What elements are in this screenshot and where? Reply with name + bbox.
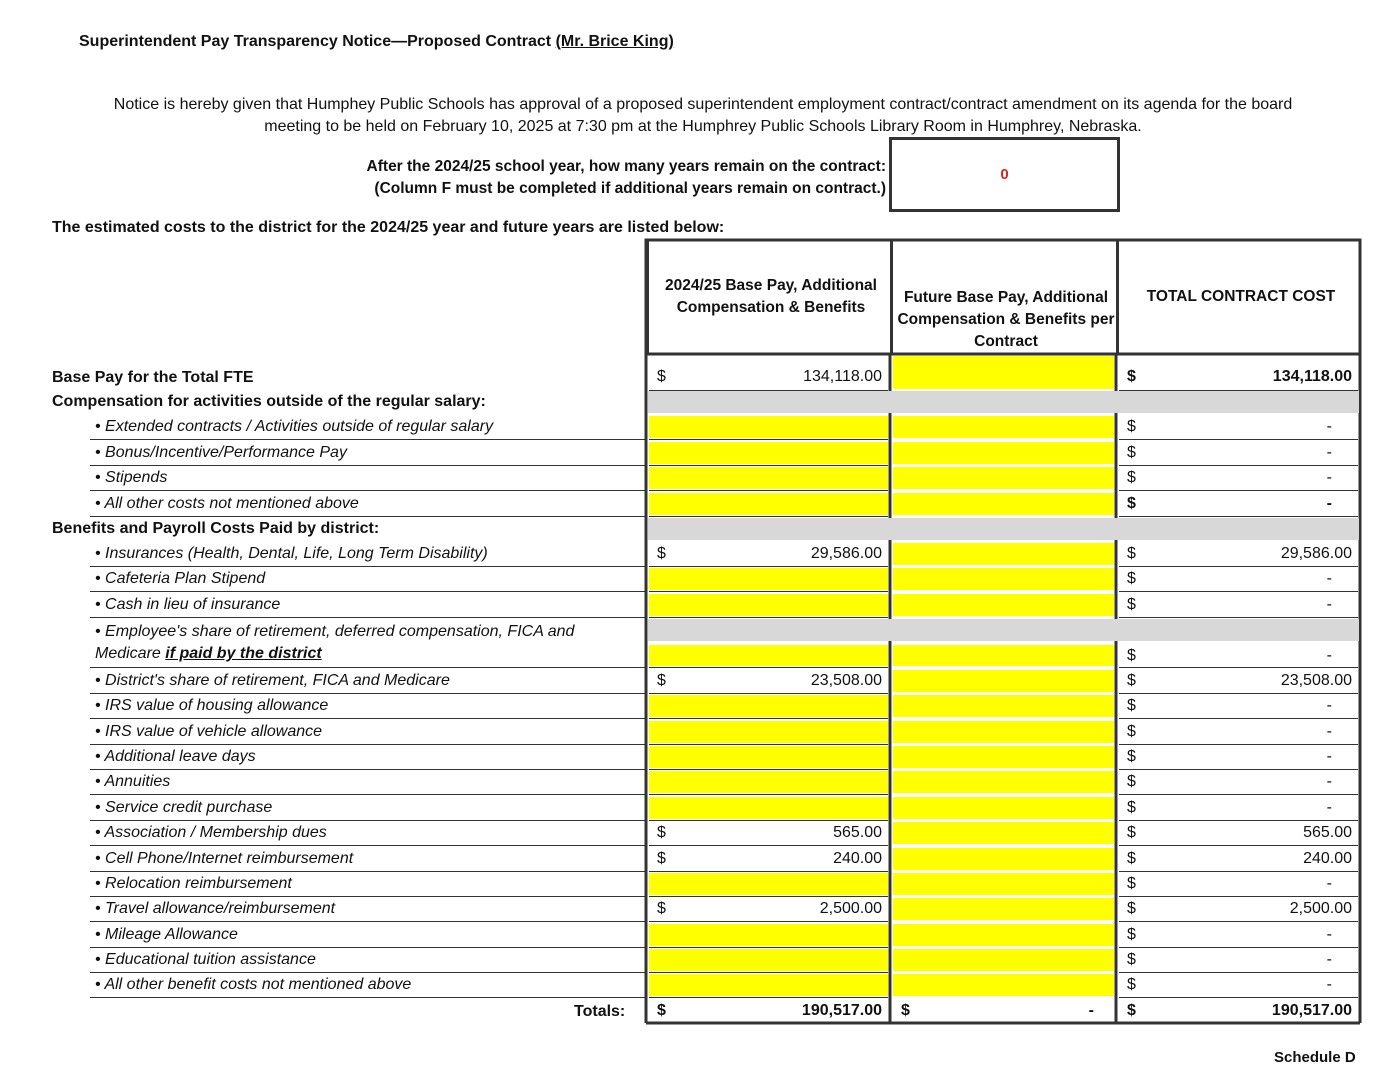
total-cost-value: - [1326, 469, 1332, 486]
table-row-divider [649, 921, 888, 922]
future-cost-cell[interactable] [893, 822, 1114, 844]
total-cost-cell [1119, 974, 1358, 996]
currency-symbol: $ [657, 824, 666, 841]
total-cost-value: 134,118.00 [1272, 368, 1352, 385]
total-cost-value: - [1326, 418, 1332, 435]
current-cost-cell[interactable] [649, 873, 888, 895]
current-cost-cell[interactable] [649, 771, 888, 793]
table-row-divider [649, 617, 888, 618]
row-divider [90, 896, 645, 897]
total-cost-value: - [1326, 951, 1332, 968]
row-label: • IRS value of vehicle allowance [95, 723, 323, 740]
future-cost-cell[interactable] [893, 645, 1114, 666]
currency-symbol: $ [1127, 570, 1136, 587]
table-row-divider [649, 947, 888, 948]
table-row-divider [1119, 617, 1358, 618]
current-cost-cell [649, 898, 888, 920]
table-row-divider [649, 845, 888, 846]
row-divider [90, 972, 645, 973]
total-cost-value: - [1326, 647, 1332, 664]
currency-symbol: $ [1127, 748, 1136, 765]
table-row-divider [649, 718, 888, 719]
table-row-divider [649, 794, 888, 795]
currency-symbol: $ [1127, 824, 1136, 841]
row-label: • Stipends [95, 469, 168, 486]
total-cost-cell [1119, 356, 1358, 389]
current-cost-value: 2,500.00 [819, 900, 882, 917]
current-cost-cell[interactable] [649, 594, 888, 616]
table-row-divider [649, 997, 888, 998]
total-current-cell [649, 1000, 888, 1022]
future-cost-cell[interactable] [893, 974, 1114, 996]
row-label: • Cafeteria Plan Stipend [95, 570, 266, 587]
total-cost-cell [1119, 848, 1358, 870]
total-cost-value: - [1326, 444, 1332, 461]
future-cost-cell[interactable] [893, 594, 1114, 616]
row-divider [90, 439, 645, 440]
currency-symbol: $ [657, 1002, 666, 1019]
currency-symbol: $ [657, 900, 666, 917]
row-label-emphasis: if paid by the district [165, 645, 322, 662]
row-divider [90, 516, 645, 517]
table-row-divider [1119, 972, 1358, 973]
notice-line-1: Notice is hereby given that Humphey Public Schools has approval of a proposed superintendent employment contract/contract amendment on its agenda for the board [113, 96, 1293, 113]
row-label: • Mileage Allowance [95, 926, 238, 943]
current-cost-value: 23,508.00 [810, 672, 882, 689]
total-cost-cell [1119, 822, 1358, 844]
table-row-divider [649, 667, 888, 668]
row-divider [90, 845, 645, 846]
table-row-divider [649, 871, 888, 872]
superintendent-name: (Mr. Brice King) [555, 33, 674, 50]
currency-symbol: $ [1127, 444, 1136, 461]
title-text: Superintendent Pay Transparency Notice—Proposed Contract [79, 33, 552, 50]
section-gray-band [648, 391, 1359, 413]
current-cost-cell[interactable] [649, 949, 888, 971]
row-label: • Association / Membership dues [95, 824, 327, 841]
current-cost-cell [649, 670, 888, 692]
currency-symbol: $ [1127, 976, 1136, 993]
row-label: • District's share of retirement, FICA and Medicare [95, 672, 450, 689]
currency-symbol: $ [901, 1002, 910, 1019]
row-label: • Service credit purchase [95, 799, 273, 816]
currency-symbol: $ [657, 368, 666, 385]
row-label: • Annuities [95, 773, 171, 790]
row-divider [90, 465, 645, 466]
table-row-divider [1119, 769, 1358, 770]
row-label: • Extended contracts / Activities outside of regular salary [95, 418, 494, 435]
section-heading: Compensation for activities outside of the regular salary: [52, 393, 486, 410]
currency-symbol: $ [1127, 850, 1136, 867]
table-row-divider [1119, 744, 1358, 745]
future-cost-cell[interactable] [893, 797, 1114, 819]
notice-line-2: meeting to be held on February 10, 2025 at 7:30 pm at the Humphrey Public Schools Library Room in Humphrey, Nebraska. [264, 118, 1142, 135]
table-row-divider [649, 591, 888, 592]
row-label: • Additional leave days [95, 748, 256, 765]
future-cost-cell[interactable] [893, 670, 1114, 692]
future-cost-cell[interactable] [893, 493, 1114, 515]
future-cost-cell[interactable] [893, 924, 1114, 946]
total-cost-value: - [1326, 596, 1332, 613]
table-row-divider [1119, 845, 1358, 846]
current-cost-value: 565.00 [833, 824, 882, 841]
future-cost-cell[interactable] [893, 356, 1114, 389]
current-cost-cell[interactable] [649, 645, 888, 666]
table-row-divider [649, 516, 888, 517]
future-cost-cell[interactable] [893, 467, 1114, 489]
future-cost-cell[interactable] [893, 898, 1114, 920]
table-row-divider [1119, 820, 1358, 821]
table-row-divider [1119, 439, 1358, 440]
row-label: • All other benefit costs not mentioned above [95, 976, 412, 993]
currency-symbol: $ [1127, 951, 1136, 968]
table-row-divider [649, 439, 888, 440]
total-cost-value: 240.00 [1303, 850, 1352, 867]
row-label: • IRS value of housing allowance [95, 697, 329, 714]
row-divider [90, 769, 645, 770]
total-cost-cell [1119, 645, 1358, 666]
table-row-divider [649, 820, 888, 821]
table-row-divider [649, 972, 888, 973]
current-cost-value: 134,118.00 [803, 368, 882, 385]
currency-symbol: $ [657, 545, 666, 562]
currency-symbol: $ [657, 672, 666, 689]
row-divider [90, 820, 645, 821]
row-divider [90, 744, 645, 745]
row-label: • All other costs not mentioned above [95, 495, 359, 512]
total-cost-cell [1119, 924, 1358, 946]
row-label: • Cash in lieu of insurance [95, 596, 281, 613]
row-label [95, 621, 640, 665]
future-cost-cell[interactable] [893, 416, 1114, 438]
future-cost-cell[interactable] [893, 721, 1114, 743]
column-header-total: TOTAL CONTRACT COST [1116, 240, 1363, 354]
question-line-2: (Column F must be completed if additional years remain on contract.) [374, 180, 886, 197]
table-row-divider [1119, 591, 1358, 592]
current-cost-cell[interactable] [649, 416, 888, 438]
future-cost-cell[interactable] [893, 442, 1114, 464]
future-cost-cell[interactable] [893, 771, 1114, 793]
total-cost-cell [1119, 568, 1358, 590]
current-cost-value: 240.00 [833, 850, 882, 867]
table-row-divider [1119, 794, 1358, 795]
currency-symbol: $ [1127, 368, 1136, 385]
current-cost-cell[interactable] [649, 797, 888, 819]
row-divider [90, 693, 645, 694]
total-cost-value: - [1326, 570, 1332, 587]
total-cost-cell [1119, 442, 1358, 464]
total-future-value: - [1088, 1002, 1094, 1019]
total-cost-cell [1119, 416, 1358, 438]
currency-symbol: $ [1127, 799, 1136, 816]
currency-symbol: $ [1127, 926, 1136, 943]
total-cost-value: - [1326, 495, 1332, 512]
total-cost-value: - [1326, 723, 1332, 740]
table-row-divider [1119, 896, 1358, 897]
row-label: • Insurances (Health, Dental, Life, Long Term Disability) [95, 545, 488, 562]
current-cost-cell [649, 543, 888, 565]
current-cost-cell[interactable] [649, 721, 888, 743]
section-gray-band [648, 619, 1359, 641]
table-row-divider [649, 896, 888, 897]
table-row-divider [1119, 490, 1358, 491]
total-cost-cell [1119, 543, 1358, 565]
total-cost-value: 565.00 [1303, 824, 1352, 841]
table-row-divider [1119, 667, 1358, 668]
currency-symbol: $ [1127, 418, 1136, 435]
table-row-divider [1119, 997, 1358, 998]
current-cost-cell[interactable] [649, 974, 888, 996]
total-cost-cell [1119, 797, 1358, 819]
future-cost-cell[interactable] [893, 873, 1114, 895]
future-cost-cell[interactable] [893, 746, 1114, 768]
section-heading: Benefits and Payroll Costs Paid by district: [52, 520, 380, 537]
future-cost-cell[interactable] [893, 949, 1114, 971]
future-cost-cell[interactable] [893, 848, 1114, 870]
current-cost-cell[interactable] [649, 467, 888, 489]
total-cost-value: - [1326, 697, 1332, 714]
row-label-line-1: • Employee's share of retirement, deferred compensation, FICA and [95, 623, 575, 640]
row-label: • Bonus/Incentive/Performance Pay [95, 444, 347, 461]
row-divider [90, 591, 645, 592]
total-cost-cell [1119, 898, 1358, 920]
schedule-label: Schedule D [1274, 1049, 1356, 1066]
total-cost-cell [1119, 467, 1358, 489]
table-row-divider [1119, 693, 1358, 694]
currency-symbol: $ [1127, 469, 1136, 486]
current-cost-value: 29,586.00 [810, 545, 882, 562]
currency-symbol: $ [1127, 875, 1136, 892]
row-divider [90, 794, 645, 795]
row-divider [90, 921, 645, 922]
row-divider [90, 490, 645, 491]
total-contract-cell [1119, 1000, 1358, 1022]
table-row-divider [649, 465, 888, 466]
table-row-divider [649, 744, 888, 745]
total-cost-cell [1119, 594, 1358, 616]
total-cost-value: - [1326, 976, 1332, 993]
total-cost-cell [1119, 873, 1358, 895]
currency-symbol: $ [1127, 545, 1136, 562]
table-row-divider [649, 490, 888, 491]
table-row-divider [1119, 516, 1358, 517]
future-cost-cell[interactable] [893, 568, 1114, 590]
row-divider [90, 997, 645, 998]
row-divider [90, 718, 645, 719]
total-cost-cell [1119, 771, 1358, 793]
future-cost-cell[interactable] [893, 695, 1114, 717]
currency-symbol: $ [1127, 596, 1136, 613]
currency-symbol: $ [1127, 723, 1136, 740]
row-divider [90, 871, 645, 872]
question-line-1: After the 2024/25 school year, how many years remain on the contract: [366, 158, 886, 175]
current-cost-cell[interactable] [649, 924, 888, 946]
currency-symbol: $ [1127, 495, 1136, 512]
current-cost-cell[interactable] [649, 568, 888, 590]
total-cost-value: - [1326, 875, 1332, 892]
table-row-divider [1119, 947, 1358, 948]
row-label: • Cell Phone/Internet reimbursement [95, 850, 354, 867]
total-cost-cell [1119, 670, 1358, 692]
row-label: • Travel allowance/reimbursement [95, 900, 336, 917]
total-cost-cell [1119, 493, 1358, 515]
row-divider [90, 566, 645, 567]
row-label: Base Pay for the Total FTE [52, 369, 254, 386]
current-cost-cell [649, 822, 888, 844]
years-remaining-value: 0 [1000, 166, 1009, 183]
currency-symbol: $ [1127, 900, 1136, 917]
intro-text: The estimated costs to the district for the 2024/25 year and future years are listed below: [52, 219, 725, 236]
current-cost-cell [649, 356, 888, 389]
current-cost-cell[interactable] [649, 442, 888, 464]
row-label: • Educational tuition assistance [95, 951, 316, 968]
row-label-text: Medicare [95, 645, 166, 662]
table-row-divider [1119, 718, 1358, 719]
currency-symbol: $ [1127, 672, 1136, 689]
total-cost-cell [1119, 695, 1358, 717]
current-cost-cell[interactable] [649, 493, 888, 515]
currency-symbol: $ [1127, 773, 1136, 790]
table-row-divider [1119, 465, 1358, 466]
currency-symbol: $ [1127, 697, 1136, 714]
total-cost-value: - [1326, 773, 1332, 790]
table-row-divider [649, 566, 888, 567]
row-divider [90, 667, 645, 668]
total-cost-value: 2,500.00 [1289, 900, 1352, 917]
currency-symbol: $ [1127, 1002, 1136, 1019]
row-label: • Relocation reimbursement [95, 875, 292, 892]
row-divider [90, 947, 645, 948]
column-header-current: 2024/25 Base Pay, Additional Compensation & Benefits [646, 240, 893, 354]
total-cost-cell [1119, 721, 1358, 743]
totals-label: Totals: [574, 1003, 626, 1020]
total-cost-cell [1119, 949, 1358, 971]
current-cost-cell[interactable] [649, 746, 888, 768]
table-row-divider [1119, 566, 1358, 567]
total-current-value: 190,517.00 [801, 1002, 882, 1019]
column-header-future: Future Base Pay, Additional Compensation & Benefits per Contract [890, 240, 1119, 354]
table-row-divider [649, 769, 888, 770]
total-cost-cell [1119, 746, 1358, 768]
table-row-divider [1119, 921, 1358, 922]
section-gray-band [648, 518, 1359, 540]
total-cost-value: - [1326, 748, 1332, 765]
total-cost-value: - [1326, 799, 1332, 816]
currency-symbol: $ [657, 850, 666, 867]
row-label-line-2 [95, 643, 640, 665]
total-cost-value: 23,508.00 [1280, 672, 1352, 689]
total-cost-value: - [1326, 926, 1332, 943]
currency-symbol: $ [1127, 647, 1136, 664]
row-divider [90, 617, 645, 618]
current-cost-cell[interactable] [649, 695, 888, 717]
future-cost-cell[interactable] [893, 543, 1114, 565]
table-row-divider [649, 693, 888, 694]
total-future-cell [893, 1000, 1114, 1022]
total-cost-value: 29,586.00 [1280, 545, 1352, 562]
current-cost-cell [649, 848, 888, 870]
table-row-divider [1119, 871, 1358, 872]
total-contract-value: 190,517.00 [1271, 1002, 1352, 1019]
